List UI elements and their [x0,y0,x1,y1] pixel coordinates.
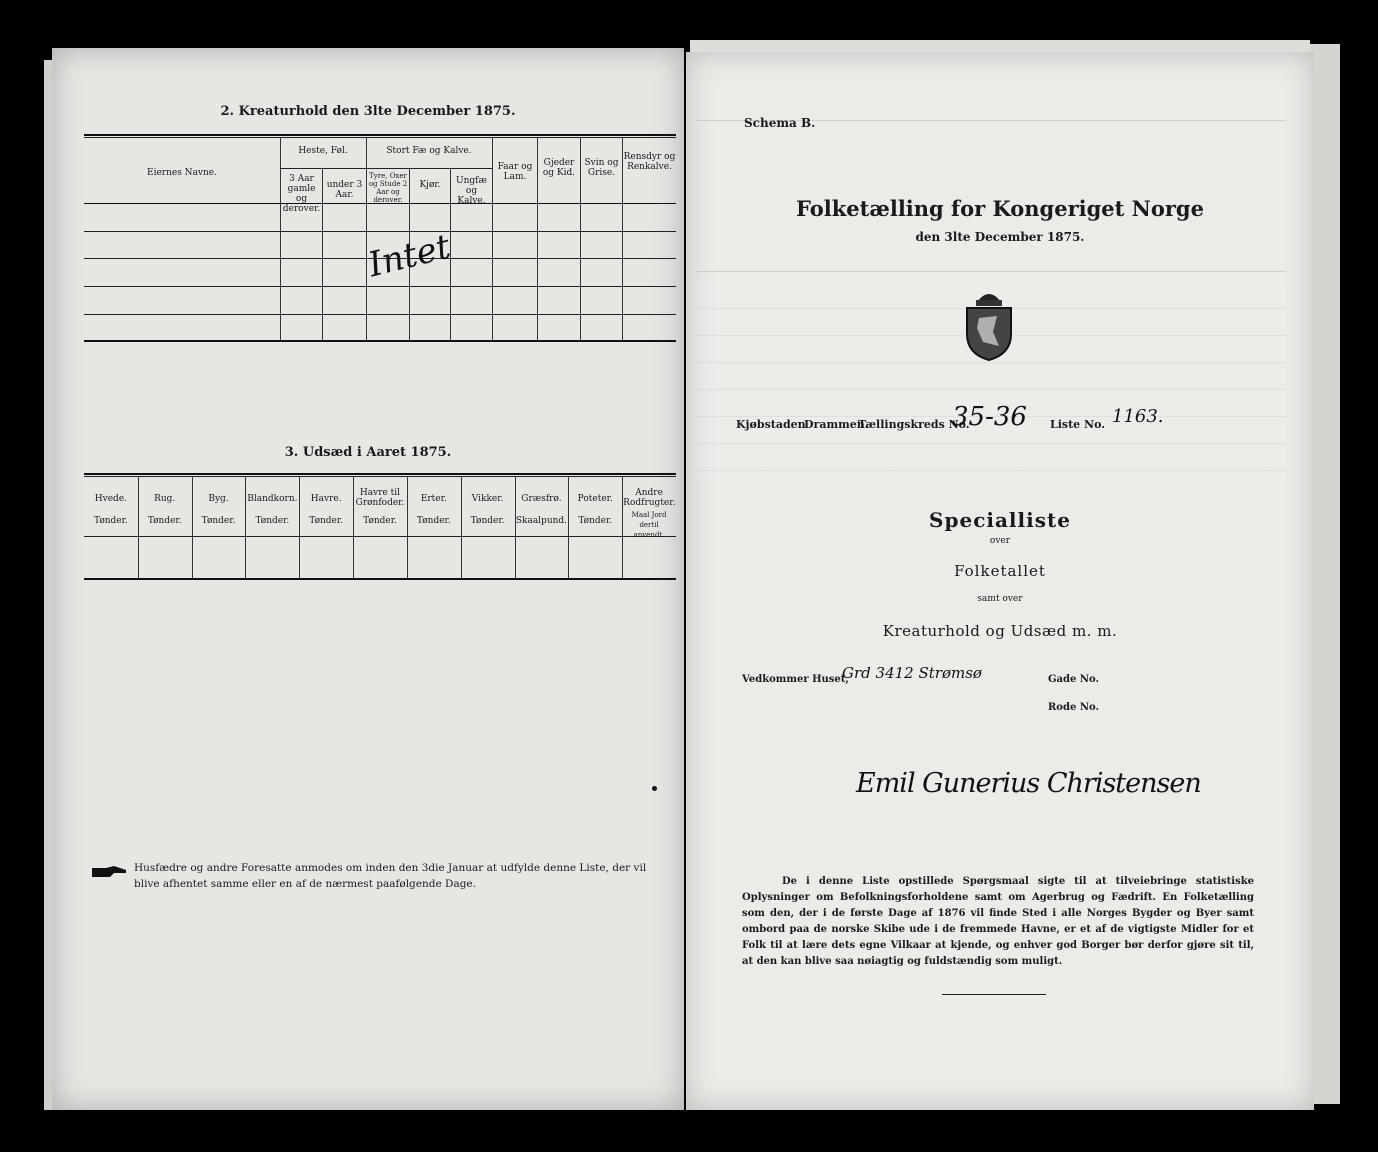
left-page [52,48,684,1110]
schema-label: Schema B. [744,116,816,130]
kreds-label: Tællingskreds No. [858,418,970,431]
gade-label: Gade No. [1048,674,1099,685]
col-cows: Kjør. [419,180,441,190]
over-text: over [989,536,1011,546]
seed-col-unit: Tønder. [309,516,344,526]
seed-col-name: Havre. [310,494,342,504]
col-bulls-oxen: Tyre, Oxer og Stude 2 Aar og derover. [368,172,408,204]
col-goats: Gjeder og Kid. [542,158,576,178]
notice-text: Husfædre og andre Foresatte anmodes om inden den 3die Januar at udfylde denne Liste, der vil blive afhentet samme eller en af de nærmest paafølgende Dage. [134,862,647,890]
seed-col-unit: Maal Jord dertil anvendt. [631,511,667,539]
census-date: den 3lte December 1875. [915,230,1085,244]
seed-col-unit: Tønder. [94,516,128,526]
signature: Emil Gunerius Christensen [856,768,1201,799]
liste-label: Liste No. [1050,418,1106,431]
explanation-paragraph: De i denne Liste opstillede Spørgsmaal sigte til at tilveiebringe statistiske Oplysninger om Befolkningsforholdene samt om Agerbrug og Fædrift. En Folketælling som den, der i de første Dage af 1876 vil finde Sted i alle Norges Bygder og Byer samt ombord paa de norske Skibe ude i de fremmede Havne, er et af de vigtigste Midler for et Folk til at lære dets egne Vilkaar at kjende, og enhver god Borger bør derfor gjøre sit til, at den kan blive saa nøiagtig og fuldstændig som muligt. [742,876,1254,967]
seed-col-unit: Tønder. [201,516,236,526]
col-young-cattle: Ungfæ og Kalve. [456,176,487,206]
section2-title: 2. Kreaturhold den 3lte December 1875. [220,104,516,119]
seed-col-unit: Tønder. [147,516,182,526]
vedkommer-value: Grd 3412 Strømsø [842,664,982,682]
col-horses: Heste, Føl. [298,146,348,156]
kjobstad-label: Kjøbstaden [736,418,806,431]
section3-title: 3. Udsæd i Aaret 1875. [284,445,452,460]
seed-col-unit: Tønder. [578,516,613,526]
col-reindeer: Rensdyr og Renkalve. [623,152,676,172]
seed-col-unit: Tønder. [470,516,505,526]
seed-col-name: Byg. [208,494,229,504]
right-page [686,52,1314,1110]
kreds-value: 35-36 [952,402,1027,432]
seed-col-name: Havre til Grønfoder. [355,488,405,508]
liste-value: 1163. [1112,406,1164,427]
seed-col-unit: Tønder. [363,516,397,526]
handwritten-intet: Intet [364,226,455,286]
specialliste-heading: Specialliste [929,508,1071,532]
col-cattle: Stort Fæ og Kalve. [386,146,472,156]
seed-col-name: Poteter. [577,494,613,504]
seed-col-name: Blandkorn. [247,494,298,504]
seed-col-unit: Skaalpund. [515,516,568,526]
vedkommer-label: Vedkommer Huset, [742,674,849,685]
seed-col-name: Græsfrø. [521,494,562,504]
seed-col-name: Rug. [154,494,176,504]
col-pigs: Svin og Grise. [584,158,619,178]
kjobstad-value: Drammen. [804,418,869,431]
folketallet-heading: Folketallet [954,562,1046,580]
col-horses-under3: under 3 Aar. [326,180,363,200]
seed-col-name: Erter. [420,494,447,504]
coat-of-arms-icon [959,284,1019,362]
col-sheep: Faar og Lam. [497,162,533,182]
seed-col-name: Vikker. [471,494,504,504]
pointing-hand-icon [92,864,128,878]
seed-col-unit: Tønder. [255,516,290,526]
kreatur-heading: Kreaturhold og Udsæd m. m. [882,622,1118,640]
seed-col-name: Andre Rodfrugter. [623,488,676,508]
samt-over-text: samt over [977,594,1023,604]
seed-col-name: Hvede. [94,494,128,504]
col-owners-name: Eiernes Navne. [147,168,217,178]
rode-label: Rode No. [1048,702,1099,713]
seed-col-unit: Tønder. [416,516,451,526]
col-horses-3yr: 3 Aar gamle og derover. [282,174,321,214]
main-title: Folketælling for Kongeriget Norge [796,196,1204,221]
